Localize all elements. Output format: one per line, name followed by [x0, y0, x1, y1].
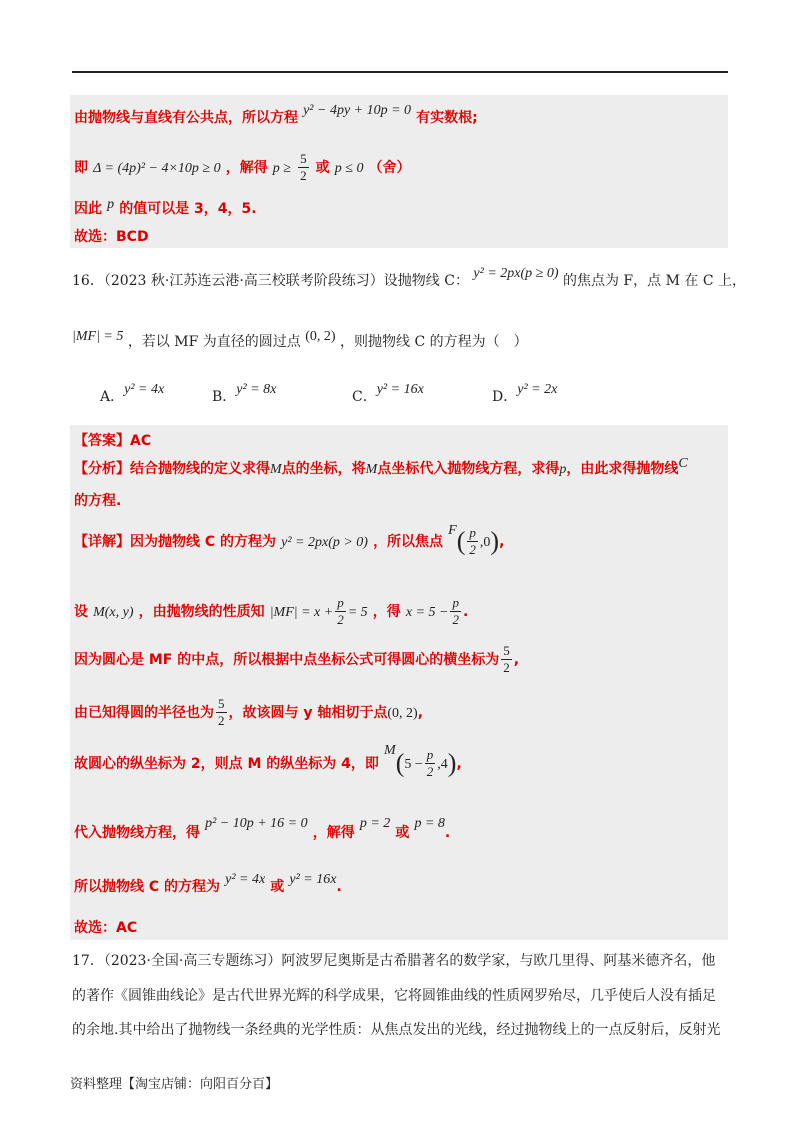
text: 或: [270, 879, 285, 895]
text: ，解得: [225, 160, 268, 176]
analysis-line-2: [74, 490, 121, 510]
denominator: 2: [469, 542, 476, 557]
equation: y² − 4py + 10p = 0: [303, 103, 412, 118]
text: 代入抛物线方程，得: [74, 825, 200, 841]
denominator: 2: [426, 764, 434, 779]
text: 【分析】结合抛物线的定义求得: [74, 461, 270, 477]
q16-option-d: [492, 378, 558, 405]
text: ，解得: [312, 825, 355, 841]
q16-option-a: [100, 378, 165, 405]
text: 因为圆心是 MF 的中点，所以根据中点坐标公式可得圆心的横坐标为: [74, 652, 500, 668]
equation: p = 8: [414, 816, 445, 831]
text: 有实数根;: [416, 110, 478, 126]
q16-option-c: [352, 378, 424, 405]
text: 设: [74, 604, 88, 620]
detail-line-4: [74, 696, 423, 729]
q15-line-3: [74, 198, 257, 218]
math: p: [559, 462, 567, 477]
paren-open: (: [456, 526, 466, 556]
text: 【详解】因为抛物线 C 的方程为: [74, 534, 277, 550]
answer-block-q16: [70, 425, 728, 940]
equation: |MF| = x +: [269, 605, 334, 620]
math: F: [448, 523, 457, 538]
option-label: A．: [100, 389, 125, 405]
footer-source: 资料整理【淘宝店铺：向阳百分百】: [70, 1077, 279, 1092]
math: ,4: [437, 757, 448, 772]
q17-line-3: 的余地.其中给出了抛物线一条经典的光学性质：从焦点发出的光线，经过抛物线上的一点反射后，反射光: [72, 1022, 721, 1038]
text: ，若以 MF 为直径的圆过点: [127, 334, 301, 350]
paren-open: (: [395, 748, 405, 778]
text: 的方程.: [74, 493, 122, 509]
detail-line-6: [74, 816, 451, 842]
math: C: [678, 456, 688, 471]
fraction: [467, 525, 478, 558]
equation: p: [107, 197, 115, 212]
text: 所以抛物线 C 的方程为: [74, 879, 221, 895]
text: 由已知得圆的半径也为: [74, 705, 214, 721]
analysis-line: [74, 458, 688, 478]
numerator: 5: [218, 696, 225, 711]
math: M: [384, 743, 396, 758]
text: （舍）: [368, 160, 411, 176]
numerator: p: [452, 595, 459, 610]
text: 的焦点为 F，点 M 在 C 上，: [562, 273, 746, 289]
text: ，故该圆与 y 轴相切于点: [228, 705, 388, 721]
detail-line-5: [74, 743, 462, 780]
paren-close: ): [447, 748, 457, 778]
answer-block-q15: [70, 95, 728, 248]
denominator: 2: [503, 660, 510, 675]
text: ，由抛物线的性质知: [138, 604, 265, 620]
numerator: 5: [503, 643, 510, 658]
text: ,: [513, 652, 520, 668]
q17-line-1: 17．（2023·全国·高三专题练习）阿波罗尼奥斯是古希腊著名的数学家，与欧几里得、阿基米德齐名，他: [72, 953, 716, 969]
numerator: 5: [300, 151, 307, 166]
text: 或: [395, 825, 410, 841]
fraction: [425, 747, 436, 780]
text: .: [336, 879, 342, 895]
text: ,: [456, 756, 462, 772]
denominator: 2: [337, 612, 344, 627]
equation: y² = 16x: [289, 872, 337, 887]
text: ，则抛物线 C 的方程为（ ）: [340, 334, 528, 350]
text: ,: [417, 705, 424, 721]
option-equation: y² = 8x: [236, 382, 277, 397]
equation: p² − 10p + 16 = 0: [205, 816, 308, 831]
math: M: [365, 462, 378, 477]
q17-line-2: 的著作《圆锥曲线论》是古代世界光辉的科学成果，它将圆锥曲线的性质网罗殆尽，几乎使后人没有插足: [72, 988, 716, 1004]
text: 点的坐标，将: [281, 461, 366, 477]
answer-line: [74, 430, 151, 450]
text: 的值可以是 3，4，5.: [119, 201, 257, 217]
selection-line: [74, 917, 137, 937]
text: .: [462, 604, 469, 620]
numerator: p: [337, 595, 344, 610]
fraction: [298, 151, 309, 184]
equation: p ≤ 0: [334, 161, 364, 176]
math: ,0: [479, 535, 491, 550]
equation: y² = 2px(p > 0): [281, 535, 368, 550]
detail-line-2: [74, 595, 468, 628]
text: .: [444, 825, 451, 841]
q15-line-4: [74, 226, 149, 246]
selection: 故选：BCD: [74, 229, 149, 245]
equation: p = 2: [359, 816, 391, 831]
detail-line-3: [74, 643, 519, 676]
option-equation: y² = 2x: [517, 382, 558, 397]
point: (0, 2): [387, 706, 418, 721]
equation: Δ = (4p)² − 4×10p ≥ 0: [93, 161, 221, 176]
text: 故圆心的纵坐标为 2，则点 M 的纵坐标为 4，即: [74, 756, 379, 772]
text: 点坐标代入抛物线方程，求得: [377, 461, 560, 477]
text: ，所以焦点: [373, 534, 444, 550]
fraction: [450, 595, 461, 628]
text: ,: [499, 534, 505, 550]
answer: 【答案】AC: [74, 433, 152, 449]
q16-line-2: [72, 331, 528, 351]
equation: x = 5 −: [405, 605, 449, 620]
q15-line-2: [74, 151, 411, 184]
math: 5 −: [404, 757, 423, 772]
equation: y² = 4x: [225, 872, 266, 887]
equation: |MF| = 5: [72, 329, 124, 344]
text: ，由此求得抛物线: [566, 461, 679, 477]
numerator: p: [469, 525, 476, 540]
detail-line-7: [74, 872, 342, 896]
text: 即: [74, 160, 88, 176]
fraction: [216, 696, 227, 729]
fraction: [335, 595, 346, 628]
text: 由抛物线与直线有公共点，所以方程: [74, 110, 298, 126]
equation: = 5: [347, 605, 368, 620]
option-label: C．: [352, 389, 377, 405]
denominator: 2: [452, 612, 459, 627]
option-equation: y² = 4x: [124, 382, 165, 397]
denominator: 2: [300, 168, 307, 183]
point: (0, 2): [305, 329, 336, 344]
text: 或: [315, 160, 330, 176]
math: M(x, y): [93, 605, 134, 620]
q16-option-b: [212, 378, 277, 405]
paren-close: ): [490, 526, 500, 556]
q15-line-1: [74, 103, 478, 127]
fraction: [501, 643, 512, 676]
text: 因此: [74, 201, 102, 217]
option-equation: y² = 16x: [376, 382, 424, 397]
equation: y² = 2px(p ≥ 0): [473, 266, 559, 281]
selection: 故选：AC: [74, 920, 138, 936]
q16-line-1: [72, 266, 746, 290]
denominator: 2: [218, 713, 225, 728]
option-label: B．: [212, 389, 237, 405]
text: 16．（2023 秋·江苏连云港·高三校联考阶段练习）设抛物线 C：: [72, 273, 469, 289]
text: ，得: [372, 604, 401, 620]
numerator: p: [426, 747, 434, 762]
math: M: [270, 462, 282, 477]
option-label: D．: [492, 389, 518, 405]
equation: p ≥: [272, 161, 291, 176]
detail-line-1: [74, 525, 504, 558]
header-rule: [72, 71, 728, 73]
